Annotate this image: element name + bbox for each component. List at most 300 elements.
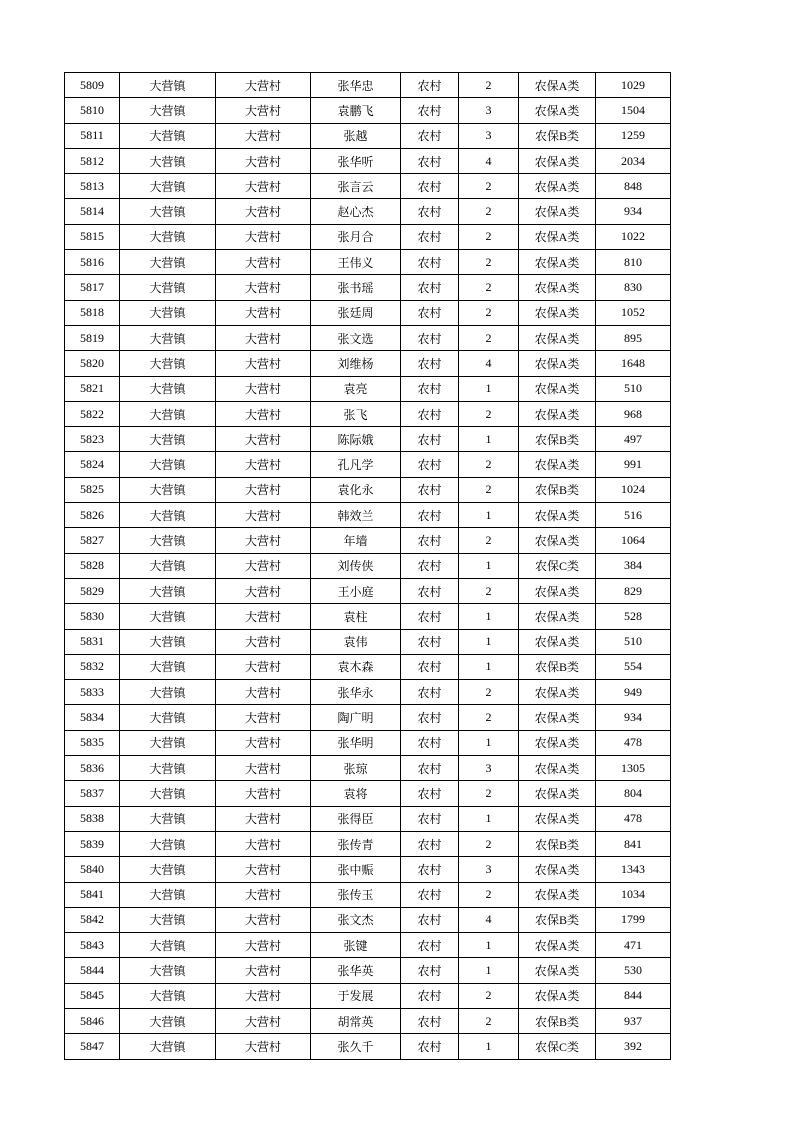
- cell-serial: 5842: [65, 907, 120, 932]
- cell-category: 农保A类: [519, 275, 596, 300]
- cell-residence: 农村: [401, 300, 459, 325]
- cell-count: 1: [459, 958, 519, 983]
- cell-person-name: 张传玉: [311, 882, 401, 907]
- cell-category: 农保A类: [519, 376, 596, 401]
- cell-category: 农保A类: [519, 528, 596, 553]
- cell-residence: 农村: [401, 528, 459, 553]
- cell-category: 农保A类: [519, 98, 596, 123]
- cell-town: 大营镇: [120, 376, 216, 401]
- cell-category: 农保A类: [519, 958, 596, 983]
- cell-amount: 497: [596, 427, 671, 452]
- cell-residence: 农村: [401, 376, 459, 401]
- cell-category: 农保A类: [519, 148, 596, 173]
- cell-serial: 5831: [65, 629, 120, 654]
- cell-count: 2: [459, 781, 519, 806]
- cell-person-name: 张月合: [311, 224, 401, 249]
- cell-person-name: 张华忠: [311, 73, 401, 98]
- cell-person-name: 袁伟: [311, 629, 401, 654]
- cell-category: 农保C类: [519, 1034, 596, 1059]
- cell-count: 2: [459, 325, 519, 350]
- cell-residence: 农村: [401, 73, 459, 98]
- cell-person-name: 王伟义: [311, 250, 401, 275]
- table-row: [65, 123, 671, 148]
- cell-amount: 392: [596, 1034, 671, 1059]
- cell-village: 大营村: [216, 528, 311, 553]
- cell-category: 农保A类: [519, 756, 596, 781]
- cell-amount: 934: [596, 705, 671, 730]
- cell-residence: 农村: [401, 427, 459, 452]
- cell-residence: 农村: [401, 325, 459, 350]
- cell-town: 大营镇: [120, 250, 216, 275]
- cell-count: 2: [459, 199, 519, 224]
- cell-count: 1: [459, 604, 519, 629]
- cell-residence: 农村: [401, 123, 459, 148]
- cell-serial: 5846: [65, 1008, 120, 1033]
- cell-person-name: 陶广明: [311, 705, 401, 730]
- cell-residence: 农村: [401, 680, 459, 705]
- cell-serial: 5828: [65, 553, 120, 578]
- cell-person-name: 袁亮: [311, 376, 401, 401]
- cell-village: 大营村: [216, 503, 311, 528]
- cell-amount: 829: [596, 578, 671, 603]
- cell-serial: 5820: [65, 351, 120, 376]
- cell-person-name: 年墙: [311, 528, 401, 553]
- table-row: [65, 199, 671, 224]
- cell-town: 大营镇: [120, 730, 216, 755]
- cell-count: 1: [459, 654, 519, 679]
- cell-village: 大营村: [216, 123, 311, 148]
- table-row: [65, 933, 671, 958]
- cell-residence: 农村: [401, 806, 459, 831]
- cell-serial: 5825: [65, 477, 120, 502]
- cell-village: 大营村: [216, 325, 311, 350]
- cell-residence: 农村: [401, 983, 459, 1008]
- cell-amount: 1799: [596, 907, 671, 932]
- table-row: [65, 351, 671, 376]
- roster-table: [64, 72, 671, 1060]
- cell-village: 大营村: [216, 730, 311, 755]
- cell-amount: 1343: [596, 857, 671, 882]
- cell-category: 农保B类: [519, 427, 596, 452]
- cell-amount: 848: [596, 174, 671, 199]
- cell-town: 大营镇: [120, 781, 216, 806]
- table-row: [65, 250, 671, 275]
- table-row: [65, 629, 671, 654]
- cell-serial: 5845: [65, 983, 120, 1008]
- cell-person-name: 张华听: [311, 148, 401, 173]
- table-row: [65, 882, 671, 907]
- cell-town: 大营镇: [120, 806, 216, 831]
- cell-count: 4: [459, 148, 519, 173]
- cell-count: 2: [459, 705, 519, 730]
- cell-amount: 1022: [596, 224, 671, 249]
- table-row: [65, 528, 671, 553]
- cell-town: 大营镇: [120, 528, 216, 553]
- cell-serial: 5821: [65, 376, 120, 401]
- cell-serial: 5814: [65, 199, 120, 224]
- cell-count: 1: [459, 553, 519, 578]
- cell-town: 大营镇: [120, 1034, 216, 1059]
- cell-serial: 5844: [65, 958, 120, 983]
- cell-person-name: 张华明: [311, 730, 401, 755]
- table-row: [65, 224, 671, 249]
- cell-count: 2: [459, 882, 519, 907]
- table-row: [65, 578, 671, 603]
- cell-village: 大营村: [216, 148, 311, 173]
- roster-table-body: [65, 73, 671, 1060]
- cell-town: 大营镇: [120, 756, 216, 781]
- cell-town: 大营镇: [120, 224, 216, 249]
- cell-serial: 5815: [65, 224, 120, 249]
- cell-amount: 1064: [596, 528, 671, 553]
- cell-residence: 农村: [401, 654, 459, 679]
- cell-count: 2: [459, 528, 519, 553]
- cell-person-name: 张得臣: [311, 806, 401, 831]
- cell-village: 大营村: [216, 98, 311, 123]
- table-row: [65, 553, 671, 578]
- cell-person-name: 刘传侠: [311, 553, 401, 578]
- cell-count: 4: [459, 907, 519, 932]
- cell-village: 大营村: [216, 351, 311, 376]
- cell-town: 大营镇: [120, 629, 216, 654]
- cell-count: 2: [459, 250, 519, 275]
- cell-person-name: 张文选: [311, 325, 401, 350]
- table-row: [65, 831, 671, 856]
- cell-town: 大营镇: [120, 958, 216, 983]
- cell-village: 大营村: [216, 705, 311, 730]
- table-row: [65, 148, 671, 173]
- cell-residence: 农村: [401, 351, 459, 376]
- cell-village: 大营村: [216, 756, 311, 781]
- cell-town: 大营镇: [120, 427, 216, 452]
- cell-amount: 937: [596, 1008, 671, 1033]
- table-row: [65, 781, 671, 806]
- cell-count: 3: [459, 98, 519, 123]
- table-row: [65, 477, 671, 502]
- cell-town: 大营镇: [120, 578, 216, 603]
- table-row: [65, 427, 671, 452]
- cell-village: 大营村: [216, 629, 311, 654]
- cell-amount: 2034: [596, 148, 671, 173]
- cell-category: 农保A类: [519, 983, 596, 1008]
- table-row: [65, 503, 671, 528]
- cell-serial: 5835: [65, 730, 120, 755]
- cell-residence: 农村: [401, 148, 459, 173]
- cell-count: 2: [459, 300, 519, 325]
- cell-count: 1: [459, 503, 519, 528]
- cell-serial: 5817: [65, 275, 120, 300]
- cell-serial: 5837: [65, 781, 120, 806]
- cell-person-name: 张越: [311, 123, 401, 148]
- cell-residence: 农村: [401, 224, 459, 249]
- cell-category: 农保A类: [519, 300, 596, 325]
- cell-town: 大营镇: [120, 325, 216, 350]
- cell-category: 农保A类: [519, 629, 596, 654]
- cell-person-name: 张琼: [311, 756, 401, 781]
- cell-category: 农保A类: [519, 503, 596, 528]
- table-row: [65, 983, 671, 1008]
- cell-amount: 510: [596, 629, 671, 654]
- cell-residence: 农村: [401, 98, 459, 123]
- cell-amount: 516: [596, 503, 671, 528]
- cell-village: 大营村: [216, 680, 311, 705]
- cell-person-name: 韩效兰: [311, 503, 401, 528]
- cell-serial: 5827: [65, 528, 120, 553]
- cell-residence: 农村: [401, 705, 459, 730]
- cell-residence: 农村: [401, 1008, 459, 1033]
- cell-count: 2: [459, 401, 519, 426]
- cell-count: 2: [459, 174, 519, 199]
- table-row: [65, 73, 671, 98]
- cell-serial: 5847: [65, 1034, 120, 1059]
- cell-town: 大营镇: [120, 680, 216, 705]
- cell-amount: 478: [596, 730, 671, 755]
- table-row: [65, 174, 671, 199]
- table-row: [65, 300, 671, 325]
- cell-serial: 5830: [65, 604, 120, 629]
- cell-person-name: 袁鹏飞: [311, 98, 401, 123]
- cell-amount: 1029: [596, 73, 671, 98]
- cell-category: 农保A类: [519, 174, 596, 199]
- cell-village: 大营村: [216, 174, 311, 199]
- table-row: [65, 857, 671, 882]
- cell-amount: 934: [596, 199, 671, 224]
- cell-amount: 968: [596, 401, 671, 426]
- cell-category: 农保A类: [519, 806, 596, 831]
- cell-serial: 5832: [65, 654, 120, 679]
- cell-amount: 1259: [596, 123, 671, 148]
- cell-person-name: 张中赈: [311, 857, 401, 882]
- cell-count: 4: [459, 351, 519, 376]
- cell-amount: 384: [596, 553, 671, 578]
- cell-amount: 1024: [596, 477, 671, 502]
- cell-town: 大营镇: [120, 882, 216, 907]
- table-row: [65, 907, 671, 932]
- cell-person-name: 张华英: [311, 958, 401, 983]
- cell-serial: 5841: [65, 882, 120, 907]
- cell-amount: 510: [596, 376, 671, 401]
- cell-village: 大营村: [216, 224, 311, 249]
- cell-town: 大营镇: [120, 174, 216, 199]
- cell-serial: 5811: [65, 123, 120, 148]
- cell-category: 农保A类: [519, 401, 596, 426]
- cell-amount: 844: [596, 983, 671, 1008]
- cell-category: 农保A类: [519, 933, 596, 958]
- cell-person-name: 张廷周: [311, 300, 401, 325]
- cell-category: 农保A类: [519, 604, 596, 629]
- cell-town: 大营镇: [120, 98, 216, 123]
- cell-town: 大营镇: [120, 983, 216, 1008]
- cell-residence: 农村: [401, 401, 459, 426]
- cell-category: 农保A类: [519, 199, 596, 224]
- cell-category: 农保B类: [519, 123, 596, 148]
- cell-count: 1: [459, 629, 519, 654]
- cell-serial: 5840: [65, 857, 120, 882]
- cell-person-name: 张言云: [311, 174, 401, 199]
- cell-residence: 农村: [401, 604, 459, 629]
- cell-category: 农保B类: [519, 654, 596, 679]
- table-row: [65, 401, 671, 426]
- cell-category: 农保B类: [519, 831, 596, 856]
- cell-residence: 农村: [401, 907, 459, 932]
- cell-town: 大营镇: [120, 553, 216, 578]
- cell-count: 1: [459, 730, 519, 755]
- cell-amount: 1034: [596, 882, 671, 907]
- cell-residence: 农村: [401, 781, 459, 806]
- cell-amount: 1052: [596, 300, 671, 325]
- cell-village: 大营村: [216, 654, 311, 679]
- cell-count: 1: [459, 1034, 519, 1059]
- cell-serial: 5809: [65, 73, 120, 98]
- table-row: [65, 604, 671, 629]
- cell-serial: 5823: [65, 427, 120, 452]
- cell-town: 大营镇: [120, 73, 216, 98]
- cell-village: 大营村: [216, 882, 311, 907]
- cell-category: 农保A类: [519, 224, 596, 249]
- cell-category: 农保B类: [519, 1008, 596, 1033]
- table-row: [65, 98, 671, 123]
- cell-town: 大营镇: [120, 452, 216, 477]
- cell-residence: 农村: [401, 477, 459, 502]
- cell-serial: 5813: [65, 174, 120, 199]
- cell-count: 3: [459, 756, 519, 781]
- cell-residence: 农村: [401, 275, 459, 300]
- cell-town: 大营镇: [120, 654, 216, 679]
- table-row: [65, 376, 671, 401]
- cell-category: 农保C类: [519, 553, 596, 578]
- cell-village: 大营村: [216, 401, 311, 426]
- table-row: [65, 1008, 671, 1033]
- cell-count: 1: [459, 427, 519, 452]
- cell-village: 大营村: [216, 806, 311, 831]
- cell-amount: 1305: [596, 756, 671, 781]
- cell-town: 大营镇: [120, 123, 216, 148]
- cell-person-name: 王小庭: [311, 578, 401, 603]
- cell-village: 大营村: [216, 1034, 311, 1059]
- cell-person-name: 袁将: [311, 781, 401, 806]
- cell-amount: 530: [596, 958, 671, 983]
- cell-amount: 830: [596, 275, 671, 300]
- cell-count: 2: [459, 275, 519, 300]
- cell-count: 2: [459, 1008, 519, 1033]
- table-row: [65, 730, 671, 755]
- cell-category: 农保A类: [519, 325, 596, 350]
- table-row: [65, 958, 671, 983]
- cell-residence: 农村: [401, 933, 459, 958]
- cell-serial: 5810: [65, 98, 120, 123]
- cell-amount: 554: [596, 654, 671, 679]
- table-row: [65, 756, 671, 781]
- cell-person-name: 赵心杰: [311, 199, 401, 224]
- cell-town: 大营镇: [120, 503, 216, 528]
- cell-village: 大营村: [216, 199, 311, 224]
- cell-count: 1: [459, 933, 519, 958]
- cell-person-name: 刘维杨: [311, 351, 401, 376]
- cell-category: 农保A类: [519, 73, 596, 98]
- cell-serial: 5822: [65, 401, 120, 426]
- cell-town: 大营镇: [120, 401, 216, 426]
- cell-person-name: 张久千: [311, 1034, 401, 1059]
- cell-town: 大营镇: [120, 857, 216, 882]
- cell-count: 2: [459, 224, 519, 249]
- cell-village: 大营村: [216, 907, 311, 932]
- cell-category: 农保A类: [519, 705, 596, 730]
- cell-count: 1: [459, 376, 519, 401]
- cell-residence: 农村: [401, 958, 459, 983]
- cell-category: 农保A类: [519, 452, 596, 477]
- cell-residence: 农村: [401, 578, 459, 603]
- cell-person-name: 袁化永: [311, 477, 401, 502]
- cell-village: 大营村: [216, 604, 311, 629]
- cell-person-name: 袁木森: [311, 654, 401, 679]
- cell-count: 2: [459, 983, 519, 1008]
- cell-town: 大营镇: [120, 477, 216, 502]
- cell-village: 大营村: [216, 275, 311, 300]
- cell-category: 农保A类: [519, 351, 596, 376]
- cell-serial: 5819: [65, 325, 120, 350]
- cell-amount: 949: [596, 680, 671, 705]
- cell-village: 大营村: [216, 781, 311, 806]
- cell-town: 大营镇: [120, 933, 216, 958]
- cell-village: 大营村: [216, 857, 311, 882]
- cell-count: 2: [459, 73, 519, 98]
- cell-serial: 5834: [65, 705, 120, 730]
- cell-count: 2: [459, 452, 519, 477]
- cell-village: 大营村: [216, 933, 311, 958]
- cell-village: 大营村: [216, 376, 311, 401]
- cell-person-name: 张文杰: [311, 907, 401, 932]
- cell-residence: 农村: [401, 452, 459, 477]
- cell-count: 3: [459, 857, 519, 882]
- table-row: [65, 1034, 671, 1059]
- cell-serial: 5812: [65, 148, 120, 173]
- cell-category: 农保A类: [519, 680, 596, 705]
- table-row: [65, 452, 671, 477]
- cell-amount: 810: [596, 250, 671, 275]
- cell-village: 大营村: [216, 452, 311, 477]
- cell-count: 2: [459, 831, 519, 856]
- cell-amount: 991: [596, 452, 671, 477]
- cell-amount: 471: [596, 933, 671, 958]
- cell-count: 2: [459, 477, 519, 502]
- cell-serial: 5826: [65, 503, 120, 528]
- table-row: [65, 325, 671, 350]
- table-row: [65, 806, 671, 831]
- cell-person-name: 于发展: [311, 983, 401, 1008]
- cell-town: 大营镇: [120, 1008, 216, 1033]
- cell-residence: 农村: [401, 174, 459, 199]
- cell-category: 农保A类: [519, 857, 596, 882]
- cell-category: 农保B类: [519, 907, 596, 932]
- cell-village: 大营村: [216, 958, 311, 983]
- cell-person-name: 袁柱: [311, 604, 401, 629]
- cell-residence: 农村: [401, 857, 459, 882]
- cell-village: 大营村: [216, 578, 311, 603]
- cell-serial: 5843: [65, 933, 120, 958]
- cell-town: 大营镇: [120, 604, 216, 629]
- cell-serial: 5838: [65, 806, 120, 831]
- cell-person-name: 孔凡学: [311, 452, 401, 477]
- cell-serial: 5839: [65, 831, 120, 856]
- cell-category: 农保A类: [519, 781, 596, 806]
- cell-town: 大营镇: [120, 148, 216, 173]
- cell-count: 1: [459, 806, 519, 831]
- cell-village: 大营村: [216, 300, 311, 325]
- cell-person-name: 张华永: [311, 680, 401, 705]
- cell-amount: 804: [596, 781, 671, 806]
- cell-town: 大营镇: [120, 705, 216, 730]
- cell-town: 大营镇: [120, 275, 216, 300]
